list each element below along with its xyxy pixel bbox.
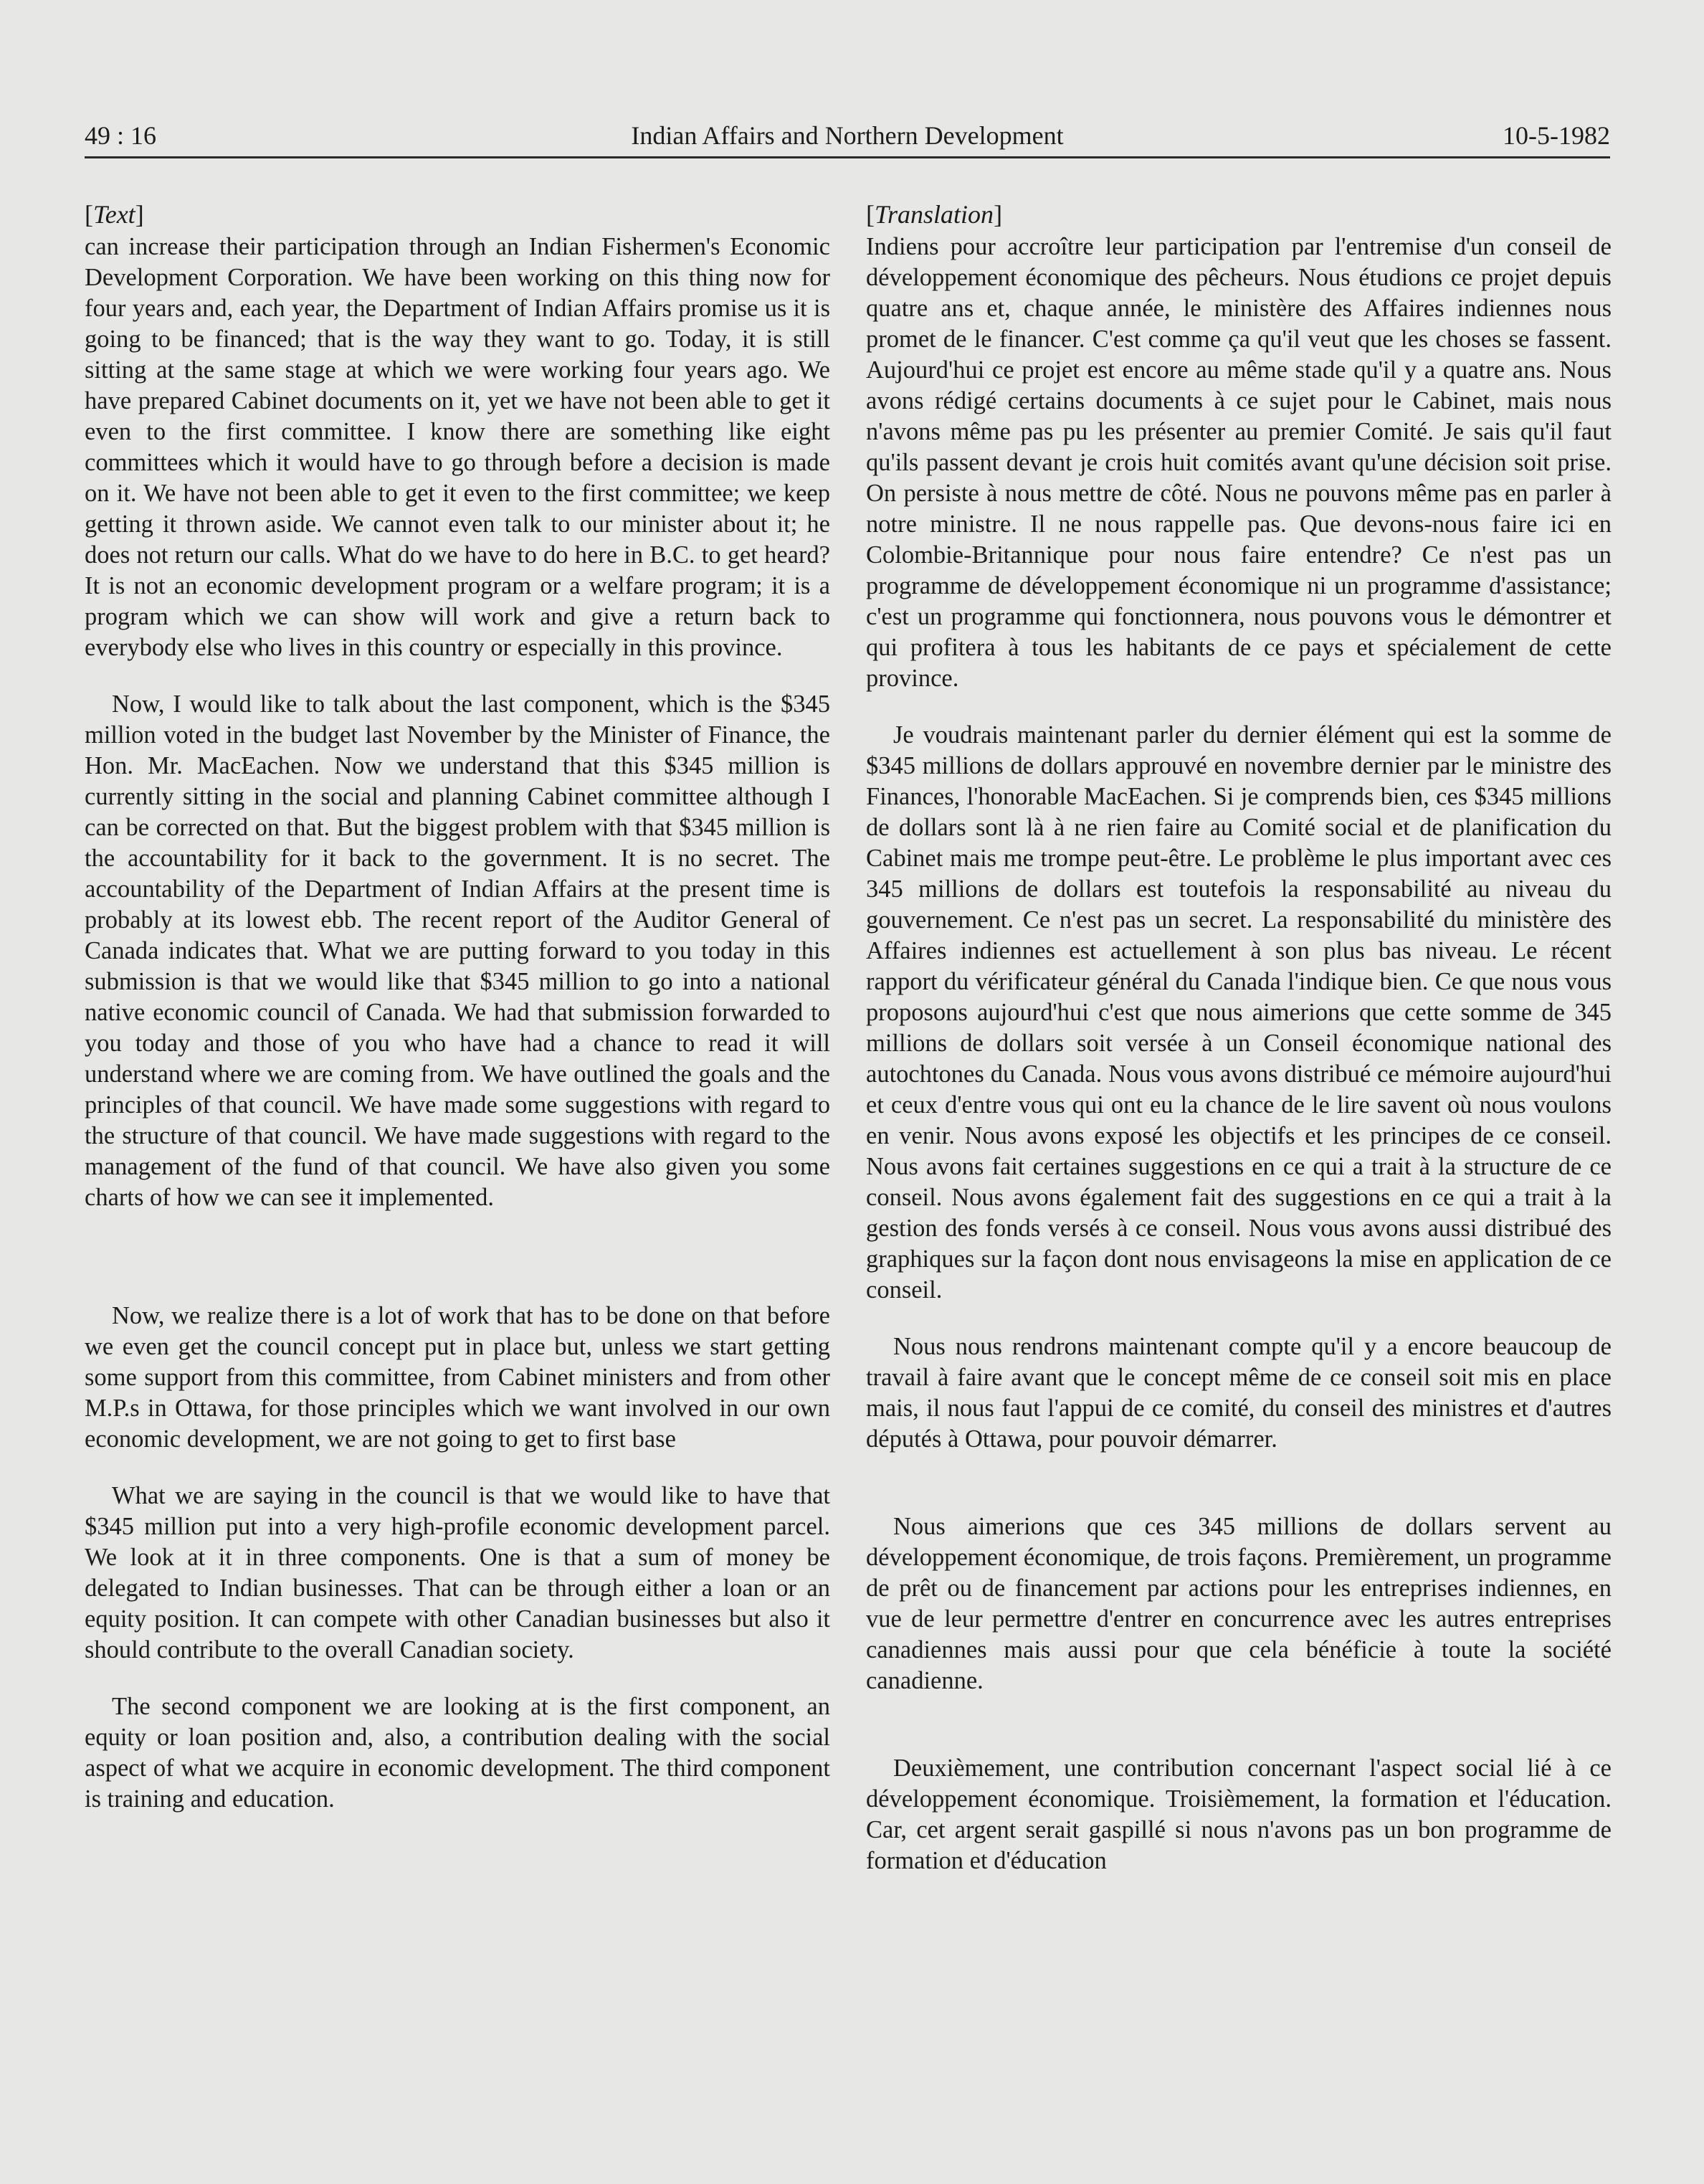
right-paragraph-4: Nous aimerions que ces 345 millions de dollars servent au développement économique, de trois façons. Premièrement, un programme de prêt ou de financement par actions pour les entreprises indiennes, en vue de leur permettre d'entrer en concurrence avec les autres entreprises canadiennes mais aussi pour que cela bénéficie à toute la société canadienne. xyxy=(866,1513,1612,1694)
left-paragraph-2: Now, I would like to talk about the last component, which is the $345 million voted in the budget last November by the Minister of Finance, the Hon. Mr. MacEachen. Now we understand that this $345 million is currently sitting in the social and planning Cabinet committee although I can be corrected on that. But the biggest problem with that $345 million is the accountability for it back to the government. It is no secret. The accountability of the Department of Indian Affairs at the present time is probably at its lowest ebb. The recent report of the Auditor General of Canada indicates that. What we are putting forward to you today in this submission is that we would like that $345 million to go into a national native economic council of Canada. We had that submission forwarded to you today and those of you who have had a chance to read it will understand where we are coming from. We have outlined the goals and the principles of that council. We have made some suggestions with regard to the structure of that council. We have made suggestions with regard to the management of the fund of that council. We have also given you some charts of how we can see it implemented. xyxy=(85,690,830,1211)
header-rule xyxy=(85,156,1610,158)
left-paragraph-4: What we are saying in the council is that we would like to have that $345 million put into a very high-profile economic development parcel. We look at it in three components. One is that a sum of money be delegated to Indian businesses. That can be through either a loan or an equity position. It can compete with other Canadian businesses but also it should contribute to the overall Canadian society. xyxy=(85,1482,830,1663)
column-label-text: [Text] xyxy=(85,200,144,229)
left-paragraph-5: The second component we are looking at is the first component, an equity or loan position and, also, a contribution dealing with the social aspect of what we acquire in economic development. The third component is training and education. xyxy=(85,1693,830,1813)
page-reference: 49 : 16 xyxy=(85,121,157,150)
right-paragraph-2: Je voudrais maintenant parler du dernier élément qui est la somme de $345 millions de dollars approuvé en novembre dernier par le ministre des Finances, l'honorable MacEachen. Si je comprends bien, ces $345 millions de dollars sont là à ne rien faire au Comité social et de planification du Cabinet mais me trompe peut-être. Le problème le plus important avec ces 345 millions de dollars est toutefois la responsabilité au niveau du gouvernement. Ce n'est pas un secret. La responsabilité du ministère des Affaires indiennes est actuellement à son plus bas niveau. Le récent rapport du vérificateur général du Canada l'indique bien. Ce que nous vous proposons aujourd'hui c'est que nous aimerions que cette somme de 345 millions de dollars soit versée à un Conseil économique national des autochtones du Canada. Nous vous avons distribué ce mémoire aujourd'hui et ceux d'entre vous qui ont eu la chance de le lire savent où nous voulons en venir. Nous avons exposé les objectifs et les principes de ce conseil. Nous avons fait certaines suggestions en ce qui a trait à la structure de ce conseil. Nous avons également fait des suggestions en ce qui a trait à la gestion des fonds versés à ce conseil. Nous vous avons aussi distribué des graphiques sur la façon dont nous envisageons la mise en application de ce conseil. xyxy=(866,721,1612,1304)
right-paragraph-5: Deuxièmement, une contribution concernant l'aspect social lié à ce développement économique. Troisièmement, la formation et l'éducation. Car, cet argent serait gaspillé si nous n'avons pas un bon programme de formation et d'éducation xyxy=(866,1755,1612,1874)
header-date: 10-5-1982 xyxy=(1503,121,1610,150)
running-title: Indian Affairs and Northern Development xyxy=(631,121,1064,150)
right-column xyxy=(866,197,1612,1876)
left-paragraph-1: can increase their participation through an Indian Fishermen's Economic Development Corporation. We have been working on this thing now for four years and, each year, the Department of Indian Affairs promise us it is going to be financed; that is the way they want to go. Today, it is still sitting at the same stage at which we were working four years ago. We have prepared Cabinet documents on it, yet we have not been able to get it even to the first committee. I know there are something like eight committees which it would have to go through before a decision is made on it. We have not been able to get it even to the first committee; we keep getting it thrown aside. We cannot even talk to our minister about it; he does not return our calls. What do we have to do here in B.C. to get heard? It is not an economic development program or a welfare program; it is a program which we can show will work and give a return back to everybody else who lives in this country or especially in this province. xyxy=(85,233,830,661)
column-label-translation: [Translation] xyxy=(866,200,1003,229)
right-paragraph-1: Indiens pour accroître leur participation par l'entremise d'un conseil de développement économique des pêcheurs. Nous étudions ce projet depuis quatre ans et, chaque année, le ministère des Affaires indiennes nous promet de le financer. C'est comme ça qu'il veut que les choses se fassent. Aujourd'hui ce projet est encore au même stade qu'il y a quatre ans. Nous avons rédigé certains documents à ce sujet pour le Cabinet, mais nous n'avons même pas pu les présenter au premier Comité. Je sais qu'il faut qu'ils passent devant je crois huit comités avant qu'une décision soit prise. On persiste à nous mettre de côté. Nous ne pouvons même pas en parler à notre ministre. Il ne nous rappelle pas. Que devons-nous faire ici en Colombie-Britannique pour nous faire entendre? Ce n'est pas un programme de développement économique ni un programme d'assistance; c'est un programme qui fonctionnera, nous pouvons vous le démontrer et qui profitera à tous les habitants de ce pays et spécialement de cette province. xyxy=(866,233,1612,692)
page-header xyxy=(85,120,1610,156)
left-paragraph-3: Now, we realize there is a lot of work that has to be done on that before we even get the council concept put in place but, unless we start getting some support from this committee, from Cabinet ministers and from other M.P.s in Ottawa, for those principles which we want involved in our own economic development, we are not going to get to first base xyxy=(85,1302,830,1453)
left-column xyxy=(85,197,830,1815)
right-paragraph-3: Nous nous rendrons maintenant compte qu'il y a encore beaucoup de travail à faire avant que le concept même de ce conseil soit mis en place mais, il nous faut l'appui de ce comité, du conseil des ministres et d'autres députés à Ottawa, pour pouvoir démarrer. xyxy=(866,1333,1612,1453)
